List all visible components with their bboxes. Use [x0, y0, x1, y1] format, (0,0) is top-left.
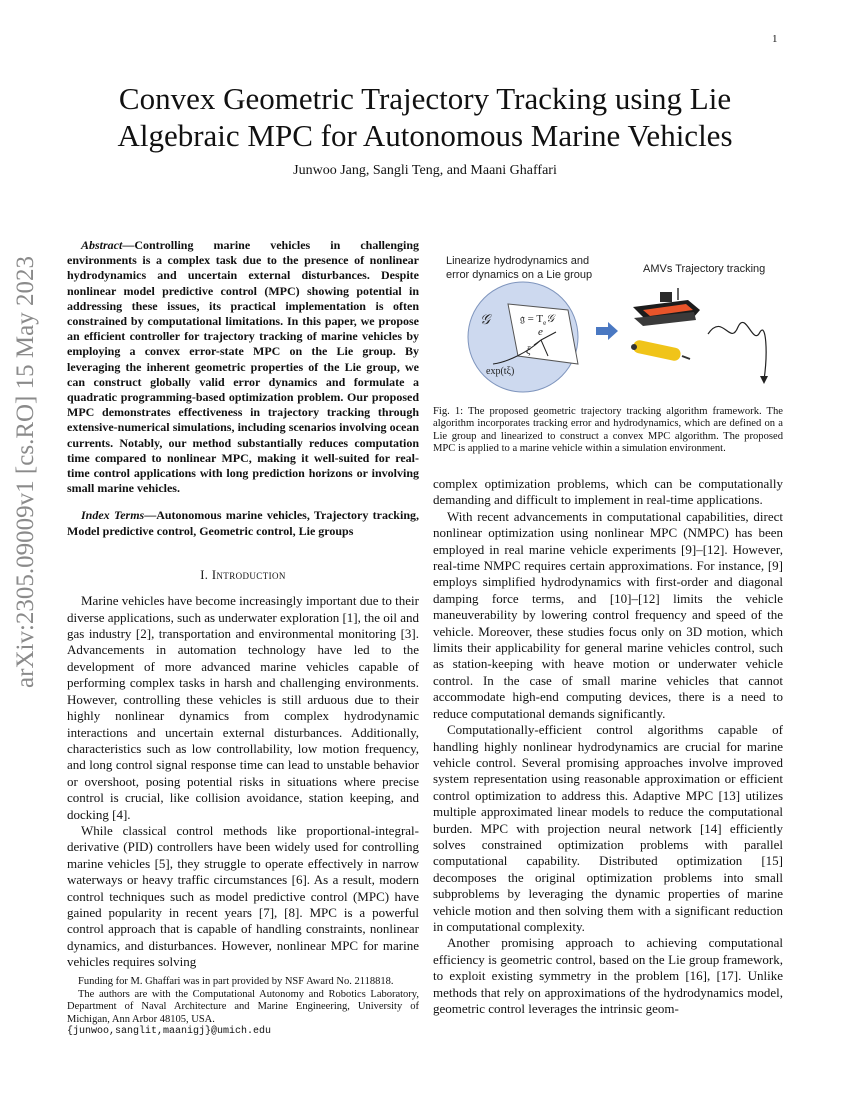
paragraph: Another promising approach to achieving computational efficiency is geometric control, based on the Lie group framework, to exploit existing symmetry in the problem [16], [17]. Unlike methods that rely on approximations of the hydrodynamics model, geometric control leverages the intrinsic geom-: [433, 935, 783, 1016]
footnote-emails: {junwoo,sanglit,maanigj}@umich.edu: [67, 1026, 272, 1038]
index-terms-label: Index Terms: [81, 508, 145, 523]
flow-arrow-icon: [596, 322, 618, 340]
algebra-label: 𝔤 = $T_e𝒢$: [520, 313, 555, 327]
identity-label: e: [538, 326, 543, 338]
exp-label: exp(tξ): [486, 366, 515, 377]
xi-label: ξ: [526, 345, 531, 357]
index-terms-text: —Autonomous marine vehicles, Trajectory tracking, Model predictive control, Geometric control, Lie groups: [67, 508, 419, 538]
abstract-label: Abstract: [81, 238, 123, 252]
figure-1: [438, 252, 783, 400]
trajectory-path: [708, 322, 766, 380]
footnote-affiliation: The authors are with the Computational Autonomy and Robotics Laboratory, Department of Naval Architecture and Marine Engineering, University of Michigan, Ann Arbor 48105, USA.: [67, 988, 419, 1025]
arxiv-stamp: [4, 256, 48, 688]
trajectory-arrow-icon: [760, 376, 768, 384]
paragraph: complex optimization problems, which can be computationally demanding and difficult to implement in real-time applications.: [433, 476, 783, 508]
page-number: 1: [772, 33, 778, 45]
left-column: [67, 238, 419, 971]
section-title: Introduction: [211, 567, 286, 582]
footnote-funding: Funding for M. Ghaffari was in part provided by NSF Award No. 2118818.: [78, 976, 394, 987]
section-heading: [67, 567, 419, 583]
paragraph: With recent advancements in computational capabilities, direct nonlinear optimization using nonlinear MPC (NMPC) has been employed in real marine vehicle experiments [9]–[12]. However, real-time NMPC requires certain approximations. For instance, [9] employs simplified hydrodynamics with first-order and diagonal damping force terms, and [10]–[12] limits the vehicle maneuverability by lowering control frequency and speed of the vehicle. Moreover, these studies focus only on 3D motion, which limits their applicability for general marine vehicles control, such as station-keeping with heave motion or underwater vehicle control. In the case of small marine vehicles that cannot accommodate high-end computing devices, there is a need to reduce computational demands significantly.: [433, 508, 783, 721]
paragraph: Computationally-efficient control algorithms capable of handling highly nonlinear hydrodynamics are crucial for marine vehicle control. Several promising approaches involve improved system representation using reasonable approximation or efficient control optimization to address this. Adaptive MPC [13] utilizes multiple approximated linear models to reduce the computational burden. MPC with projection neural network [14] efficiently solves constrained optimization problems with parallel computational capability. Distributed optimization [15] decomposes the original optimization problems into small subproblems by leveraging the dynamic properties of marine vehicle motion and then solving them with a significant reduction in computational complexity.: [433, 722, 783, 934]
figure-left-label-2: error dynamics on a Lie group: [446, 269, 593, 281]
section-number: I.: [200, 567, 209, 582]
auv-icon: [631, 339, 690, 362]
footnote: [67, 976, 419, 1039]
lie-group-symbol: 𝒢: [480, 311, 490, 327]
abstract-text: —Controlling marine vehicles in challenging environments is a complex task due to the presence of nonlinear hydrodynamics and uncertain external disturbances. Despite nonlinear model predictive control (MPC) showing potential in addressing these issues, its practical implementation is often constrained by computational limitations. In this paper, we propose an efficient controller for trajectory tracking of marine vehicles by employing a convex error-state MPC on the Lie group. By leveraging the inherent geometric properties of the Lie group, we can construct globally valid error dynamics and formulate a quadratic programming-based optimization problem. Our proposed MPC demonstrates effectiveness in trajectory tracking through extensive-numerical simulations, including scenarios involving ocean currents. Notably, our method substantially reduces computation time compared to nonlinear MPC, making it well-suited for real-time control applications with long prediction horizons or involving small marine vehicles.: [67, 238, 419, 496]
figure-left-label-1: Linearize hydrodynamics and: [446, 255, 590, 267]
arxiv-stamp-text: arXiv:2305.09009v1 [cs.RO] 15 May 2023: [12, 256, 39, 688]
figure-1-graphic: [438, 252, 783, 400]
right-column: [433, 476, 783, 1017]
figure-right-label: AMVs Trajectory tracking: [643, 263, 766, 275]
figure-caption: Fig. 1: The proposed geometric trajectory tracking algorithm framework. The algorithm incorporates tracking error and hydrodynamics, which are defined on a Lie group and linearized to construct a convex MPC algorithm. The proposed MPC is applied to a marine vehicle within a simulation environment.: [433, 406, 783, 455]
paragraph: Marine vehicles have become increasingly important due to their diverse applications, such as underwater exploration [1], the oil and gas industry [2], transportation and environmental monitoring [3]. Advancements in automation technology have led to the development of more advanced marine vehicles capable of performing complex tasks in harsh and challenging environments. However, controlling these vehicles is still arduous due to their highly nonlinear dynamics from complex hydrodynamic interactions and uncertain external disturbances. Additionally, characteristics such as low controllability, low motion frequency, and long control signal response time can lead to unstable behavior or overshoot, posing potential risks in situations where precise control is crucial, like collision avoidance, station keeping, and docking [4].: [67, 593, 419, 822]
surface-boat-icon: [633, 288, 700, 326]
index-terms: [67, 508, 419, 538]
abstract: [67, 238, 419, 496]
paragraph: While classical control methods like proportional-integral-derivative (PID) controllers have been widely used for controlling marine vehicles [5], they struggle to operate effectively in narrow waterways or heavy traffic circumstances [6]. As a result, modern control techniques such as model predictive control (MPC) have gained popularity in recent years [7], [8]. MPC is a powerful control approach that is capable of handling constraints, nonlinear dynamics, and disturbances. However, nonlinear MPC for marine vehicles requires solving: [67, 822, 419, 970]
author-list: Junwoo Jang, Sangli Teng, and Maani Ghaffari: [293, 163, 557, 178]
paper-title: Convex Geometric Trajectory Tracking using Lie Algebraic MPC for Autonomous Marine Vehicles: [117, 81, 733, 153]
